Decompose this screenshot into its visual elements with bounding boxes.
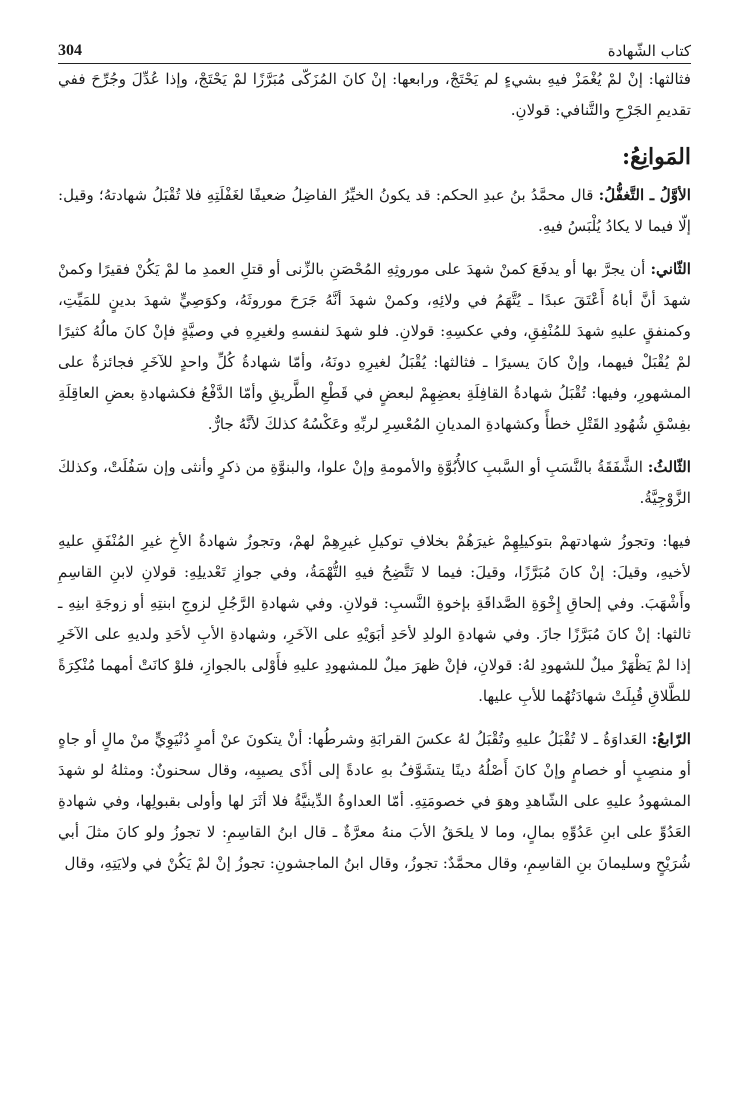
second-impediment-paragraph	[58, 254, 691, 440]
fourth-impediment-paragraph	[58, 724, 691, 879]
third-impediment-paragraph	[58, 452, 691, 514]
page-number: 304	[58, 42, 82, 59]
section-heading: المَوانِعُ:	[622, 144, 691, 170]
third-impediment-continuation: فيها: وتجوزُ شهادتهمْ بتوكيلِهِمْ غيرَهُمْ بخلافِ توكيلِ غيرِهِمْ لهمْ، وتجوزُ شهادةُ الأخِ غيرِ المُنْفَقِ عليهِ لأخيهِ، وقيلَ: إنْ كانَ مُبَرَّزًا، وقيلَ: فيما لا تَتَّضِحُ فيهِ التُّهْمَةُ، وفي جوازِ تَعْديلِهِ: قولانِ لابنِ القاسِمِ وأَشْهَبَ. وفي إلحاقِ إِخْوَةِ الصَّداقَةِ بإخوةِ النَّسبِ: قولانِ. وفي شهادةِ الرَّجُلِ لزوجِ ابنتِهِ أو زوجَةِ ابنِهِ ـ ثالثها: إنْ كانَ مُبَرَّزًا جازَ. وفي شهادةِ الولدِ لأحَدِ أبَوَيْهِ على الآخَرِ، وشهادةِ الأبِ لأحَدِ ولديهِ على الآخَرِ إذا لمْ يَظْهَرْ ميلٌ للشهودِ لهُ: قولانِ، فإنْ ظهرَ ميلٌ للمشهودِ عليهِ فأَوْلى بالجوازِ، فلوْ كانَتْ أمهما مُنْكِرَةً للطَّلاقِ قُبِلَتْ شهادَتُهُما للأبِ عليها.	[58, 532, 692, 705]
first-impediment-paragraph	[58, 180, 691, 242]
opening-paragraph: فثالثها: إنْ لمْ يُغْمَزْ فيهِ بشيءٍ لم يَحْتَجْ، ورابعها: إنْ كانَ المُزَكّى مُبَرَّزًا لمْ يَحْتَجْ، وإذا عُدِّلَ وجُرِّحَ ففي تقديمِ الجَرْحِ والتَّنافي: قولانِ.	[58, 70, 691, 119]
second-impediment-label: الثّاني:	[650, 260, 692, 278]
running-title: كتاب الشّهادة	[607, 42, 691, 60]
book-page	[58, 30, 691, 891]
page-body	[58, 64, 691, 879]
fourth-impediment-label: الرّابعُ:	[651, 730, 691, 748]
first-impediment-label: الأوَّلُ ـ التَّغفُّلُ:	[598, 186, 691, 204]
first-impediment-text: قال محمَّدُ بنُ عبدِ الحكم: قد يكونُ الخيِّرُ الفاضِلُ ضعيفًا لغَفْلَتِهِ فلا تُقْبَلُ شهادتهُ؛ وقيل: إلّا فيما لا يكادُ يُلْبَسُ فيهِ.	[58, 186, 691, 235]
fourth-impediment-text: العَداوَةُ ـ لا تُقْبَلُ عليهِ وتُقْبَلُ لهُ عكسَ القرابَةِ وشرطُها: أنْ يتكونَ عنْ أمرٍ دُنْيَوِيٍّ منْ مالٍ أو جاهٍ أو منصِبٍ أو خصامٍ وإنْ كانَ أَصْلُهُ دينًا يتشَوَّفُ بهِ عادةً إلى أذًى يصيبِه، وقال سحنونٌ: ومثلهُ لو شهدَ المشهودُ عليهِ على الشّاهدِ وهوَ في خصومَتِهِ. أمّا العداوةُ الدِّينيَّةُ فلا أثَرَ لها وأولى بقبولِها، وفي شهادةِ العَدُوِّ على ابنِ عَدُوِّهِ بمالٍ، وما لا يلحَقُ الأبَ منهُ معرَّةٌ ـ قال ابنُ القاسِمِ: لا تجوزُ ولو كانَ مثلَ أبي شُرَيْحٍ وسليمانَ بنِ القاسِمِ، وقال محمَّدٌ: تجوزُ، وقال ابنُ الماجشونِ: تجوزُ إنْ لمْ يَكُنْ في ولايَتِهِ، وقال	[58, 730, 691, 872]
third-impediment-label: الثّالثُ:	[647, 458, 692, 476]
second-impediment-text: أن يجرَّ بها أو يدفَعَ كمنْ شهدَ على موروثِهِ المُحْصَنِ بالزِّنى أو قتلِ العمدِ ما لمْ يَكُنْ فقيرًا وكمنْ شهدَ أنَّ أباهُ أَعْتَقَ عبدًا ـ يُتَّهَمُ في ولائِهِ، وكمنْ شهدَ أنَّهُ جَرَحَ موروثَهُ، وكوَصِيٍّ شهدَ بدينٍ للمَيِّتِ، وكمنفقٍ عليهِ شهدَ للمُنْفِقِ، وفي عكسِهِ: قولانِ. فلو شهدَ لنفسهِ ولغيرِهِ في وصيَّةٍ فإنْ كانَ مالُهُ كثيرًا لمْ يُقْبَلْ فيهما، وإنْ كانَ يسيرًا ـ فثالثها: يُقْبَلُ لغيرِهِ دونَهُ، وأمّا شهادةُ كُلِّ واحدٍ للآخَرِ فجائزةٌ على المشهورِ، وفيها: تُقْبَلُ شهادةُ القافِلَةِ بعضِهِمْ لبعضٍ في قَطْعِ الطَّريقِ وأمّا الدَّفْعُ فكشهادةِ بعضِ العاقِلَةِ بفِسْقِ شُهُودِ القَتْلِ خطأً وكشهادةِ المديانِ المُعْسِرِ لربِّهِ وعَكْسُهُ كذلكَ لأنَّهُ جارٌّ.	[58, 260, 691, 433]
page-header	[58, 30, 691, 64]
third-impediment-text: الشَّفَقَةُ بالنَّسَبِ أو السَّببِ كالأُبُوَّةِ والأمومةِ وإنْ علوا، والبنوَّةِ من ذكرٍ وأنثى وإن سَفُلَتْ، وكذلكَ الزَّوْجِيَّةُ.	[58, 458, 691, 507]
